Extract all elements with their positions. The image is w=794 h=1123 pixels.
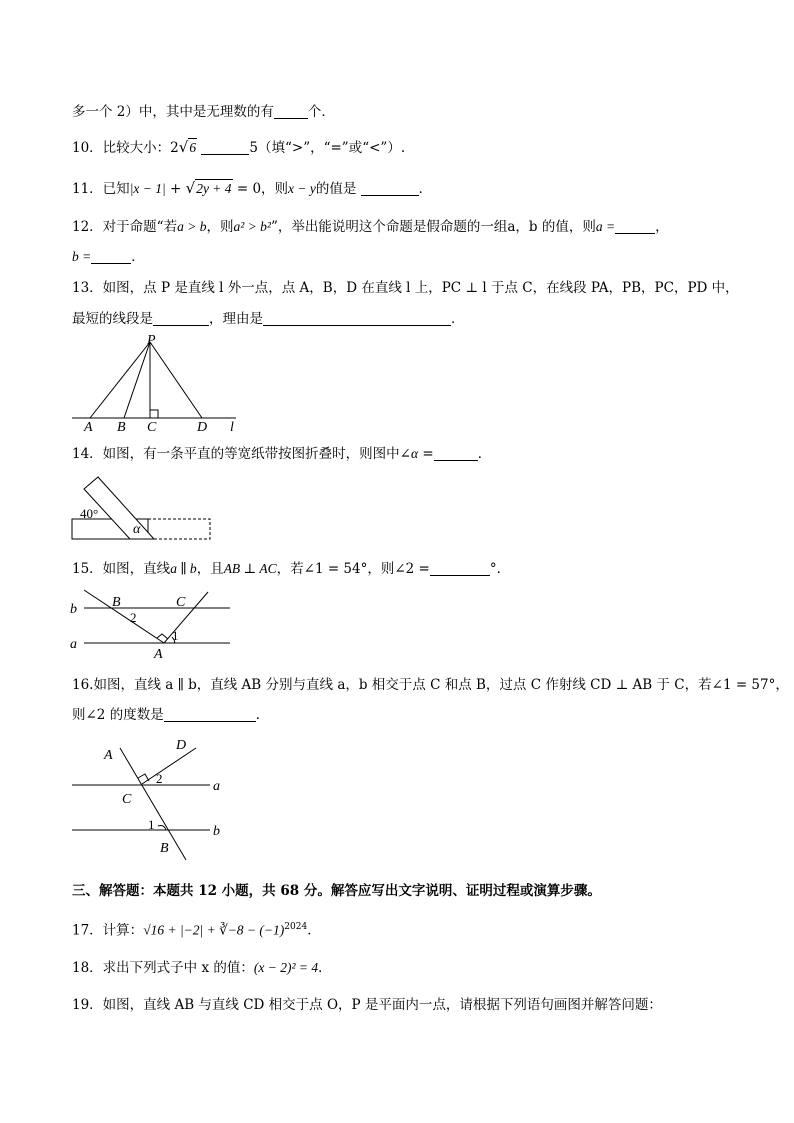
answer-blank[interactable]: [361, 181, 419, 196]
label-A: A: [104, 748, 113, 763]
angle1-arc: [158, 826, 166, 831]
answer-blank[interactable]: [91, 249, 131, 264]
label-C: C: [122, 792, 132, 807]
right-angle-mark: [157, 634, 168, 639]
label-C: C: [176, 595, 186, 610]
label-b: b: [70, 602, 77, 617]
q15: 15．如图，直线a ∥ b，且AB ⊥ AC，若∠1 = 54°，则∠2 = °．: [72, 561, 511, 577]
q14: 14．如图，有一条平直的等宽纸带按图折叠时，则图中∠α = ．: [72, 446, 492, 462]
label-angle1: 1: [172, 628, 179, 643]
segment-PD: [150, 342, 202, 418]
section-3-heading: 三、解答题：本题共 12 小题，共 68 分。解答应写出文字说明、证明过程或演算步骤。: [72, 883, 601, 899]
q17: 17．计算：√16 + |−2| + ∛−8 − $(-1)^{2024}$．: [72, 922, 321, 939]
answer-blank[interactable]: [434, 446, 478, 461]
q13-line1: 13．如图，点 P 是直线 l 外一点，点 A，B，D 在直线 l 上，PC ⊥ l 于点 C，在线段 PA，PB，PC，PD 中，: [72, 280, 739, 296]
right-angle-mark: [150, 410, 158, 418]
q9-tail: 多一个 2）中，其中是无理数的有 个．: [72, 104, 335, 120]
q15-figure: [68, 588, 238, 663]
label-alpha: α: [133, 522, 141, 537]
radical-sign: √: [178, 138, 189, 156]
q13-figure: [68, 334, 248, 434]
label-B: B: [160, 841, 169, 856]
answer-blank[interactable]: [201, 140, 249, 155]
q10: 10．比较大小：2√6 5（填“>”，“=”或“<”）.: [72, 138, 406, 156]
segment-PB: [124, 342, 150, 418]
answer-blank[interactable]: [164, 707, 256, 722]
q12-line1: 12．对于命题“若a > b，则a² > b²”，举出能说明这个命题是假命题的一组a，b 的值，则a = ，: [72, 219, 669, 235]
answer-blank[interactable]: [430, 561, 490, 576]
label-A: A: [154, 647, 163, 662]
line-AC: [164, 592, 208, 643]
q13-line2: 最短的线段是 ，理由是 ．: [72, 311, 465, 327]
ray-CD: [142, 748, 196, 784]
q16-figure: [68, 732, 238, 862]
label-D: D: [197, 420, 208, 434]
answer-blank[interactable]: [615, 219, 655, 234]
answer-blank[interactable]: [263, 311, 451, 326]
label-D: D: [176, 738, 187, 753]
q18: 18．求出下列式子中 x 的值：(x − 2)² = 4．: [72, 960, 332, 976]
q12-line2: b = ．: [72, 249, 145, 265]
label-B: B: [112, 595, 121, 610]
answer-blank[interactable]: [153, 311, 209, 326]
label-angle2: 2: [130, 610, 137, 625]
paper-strip-original: [148, 519, 210, 539]
q16-line2: 则∠2 的度数是 ．: [72, 707, 270, 723]
label-P: P: [147, 334, 156, 348]
label-40deg: 40°: [80, 506, 99, 521]
label-a: a: [70, 637, 77, 652]
q19: 19．如图，直线 AB 与直线 CD 相交于点 O，P 是平面内一点，请根据下列语句画图并解答问题：: [72, 997, 662, 1013]
label-angle1: 1: [148, 817, 155, 832]
label-B: B: [117, 420, 126, 434]
label-a: a: [213, 779, 220, 794]
label-C: C: [147, 420, 157, 434]
segment-PA: [90, 342, 150, 418]
q11: 11．已知|x − 1| + √2y + 4 = 0，则x − y的值是 ．: [72, 179, 433, 197]
radical-sign: √: [185, 179, 196, 197]
q16-line1: 16.如图，直线 a ∥ b，直线 AB 分别与直线 a，b 相交于点 C 和点 B，过点 C 作射线 CD ⊥ AB 于 C，若∠1 = 57°，: [72, 677, 789, 693]
label-angle2: 2: [156, 771, 163, 786]
q14-figure: [68, 475, 218, 545]
line-AB: [84, 590, 164, 643]
answer-blank[interactable]: [274, 104, 308, 119]
label-l: l: [230, 420, 234, 434]
label-A: A: [84, 420, 93, 434]
label-b: b: [213, 824, 220, 839]
